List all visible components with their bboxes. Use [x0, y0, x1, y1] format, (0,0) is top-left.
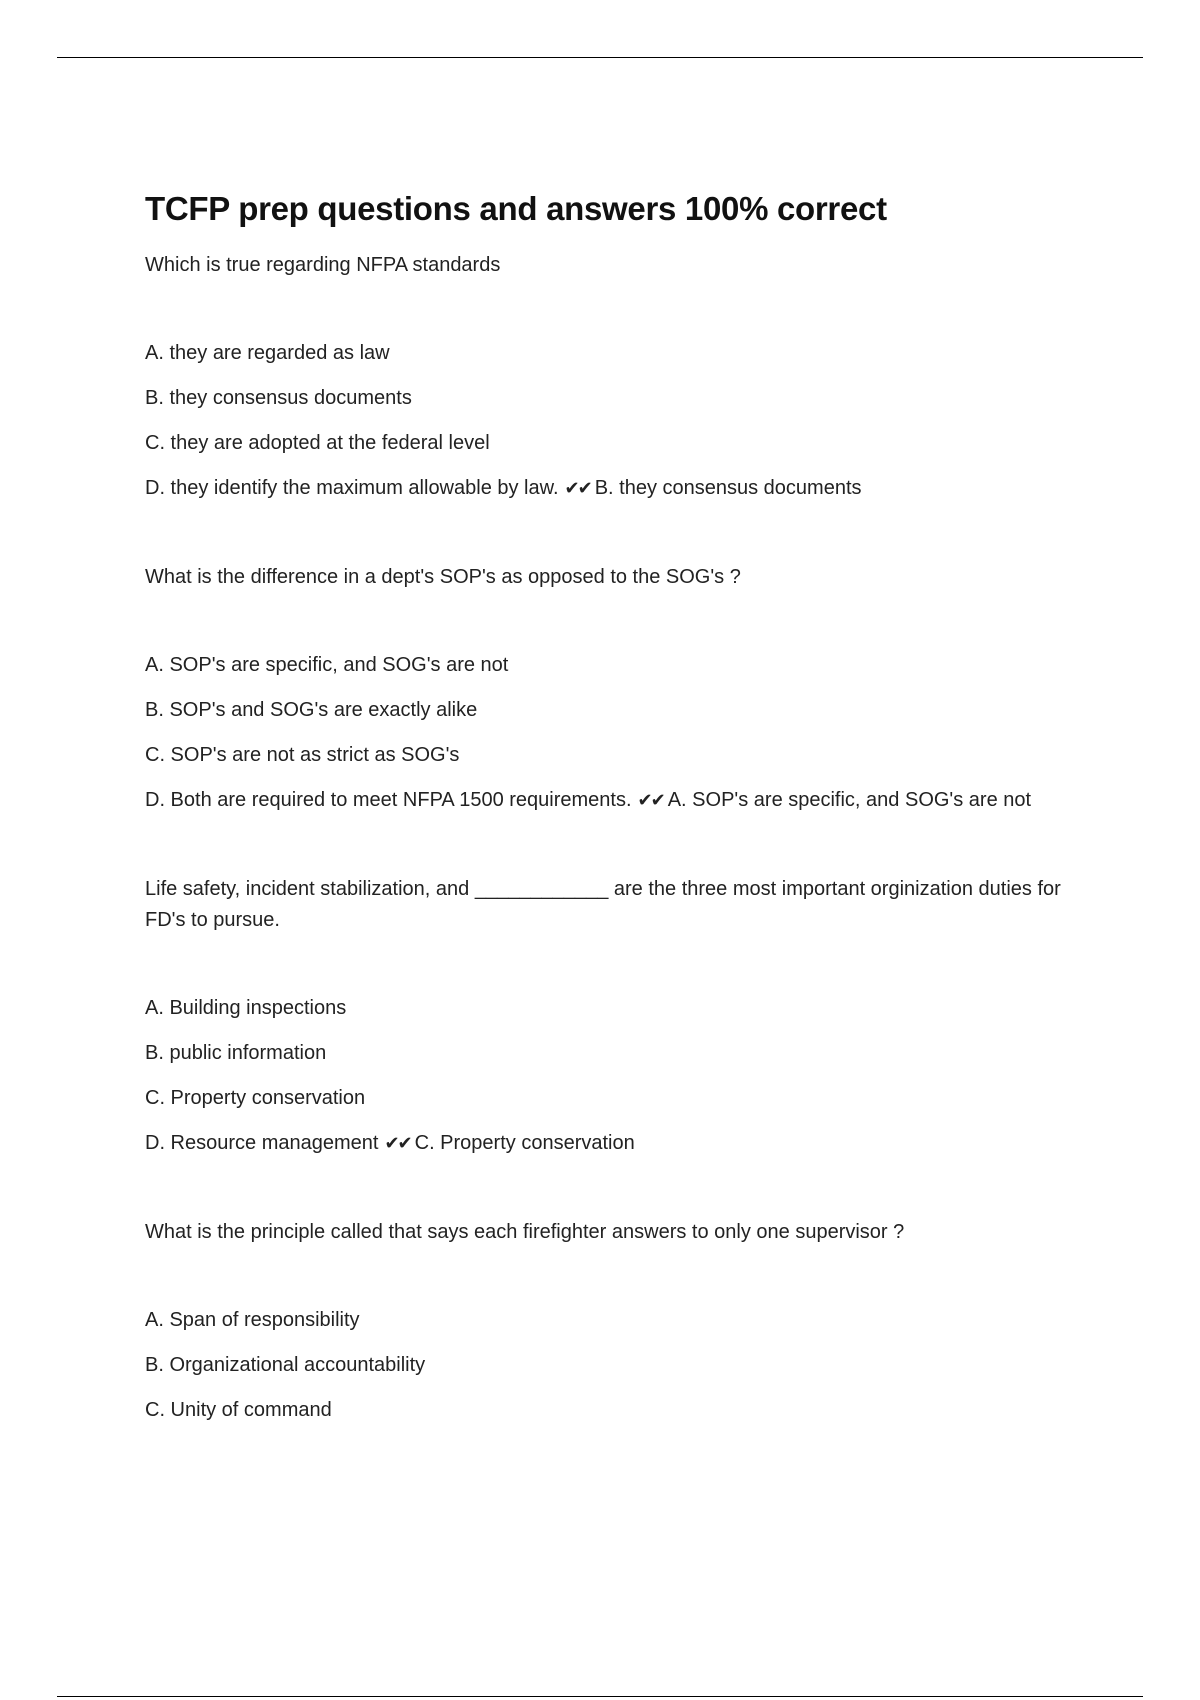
footer-rule	[57, 1696, 1143, 1697]
question-block-2	[145, 562, 1085, 813]
question-3-answer: C. Property conservation	[414, 1132, 635, 1154]
question-1-option-d	[145, 475, 1085, 501]
question-3-prompt-after: are the three most important orginization duties for FD's to pursue.	[145, 878, 1061, 931]
question-2-option-c: C. SOP's are not as strict as SOG's	[145, 744, 460, 766]
question-4-option-c: C. Unity of command	[145, 1399, 332, 1421]
question-2-answer: A. SOP's are specific, and SOG's are not	[667, 789, 1032, 811]
question-4-prompt: What is the principle called that says each firefighter answers to only one supervisor ?	[145, 1221, 905, 1243]
question-2-option-a: A. SOP's are specific, and SOG's are not	[145, 654, 509, 676]
question-1-option-d-text: D. they identify the maximum allowable by law.	[145, 477, 559, 499]
header-rule	[57, 57, 1143, 58]
question-2-option-d	[145, 787, 1085, 813]
question-1-option-a: A. they are regarded as law	[145, 342, 390, 364]
question-3-option-d	[145, 1130, 1085, 1156]
question-block-4	[145, 1217, 1085, 1423]
question-1-prompt: Which is true regarding NFPA standards	[145, 254, 501, 276]
question-3-prompt-before: Life safety, incident stabilization, and	[145, 878, 470, 900]
question-3-option-c: C. Property conservation	[145, 1087, 366, 1109]
question-1-answer: B. they consensus documents	[594, 477, 862, 499]
question-4-option-a: A. Span of responsibility	[145, 1309, 360, 1331]
question-3-blank: ____________	[474, 878, 609, 900]
question-3-option-a: A. Building inspections	[145, 997, 347, 1019]
question-1-option-c: C. they are adopted at the federal level	[145, 432, 490, 454]
question-3-prompt	[145, 874, 1085, 936]
checkmark-icon: ✔✔	[637, 790, 664, 810]
question-3-option-d-text: D. Resource management	[145, 1132, 379, 1154]
question-2-option-b: B. SOP's and SOG's are exactly alike	[145, 699, 478, 721]
question-2-prompt: What is the difference in a dept's SOP's as opposed to the SOG's ?	[145, 566, 741, 588]
document-title: TCFP prep questions and answers 100% correct	[145, 190, 887, 227]
checkmark-icon: ✔✔	[384, 1133, 411, 1153]
question-block-3	[145, 874, 1085, 1156]
document-body	[145, 190, 1085, 1442]
question-block-1	[145, 250, 1085, 501]
question-2-option-d-text: D. Both are required to meet NFPA 1500 requirements.	[145, 789, 632, 811]
checkmark-icon: ✔✔	[564, 478, 591, 498]
question-4-option-b: B. Organizational accountability	[145, 1354, 426, 1376]
question-1-option-b: B. they consensus documents	[145, 387, 412, 409]
question-3-option-b: B. public information	[145, 1042, 327, 1064]
